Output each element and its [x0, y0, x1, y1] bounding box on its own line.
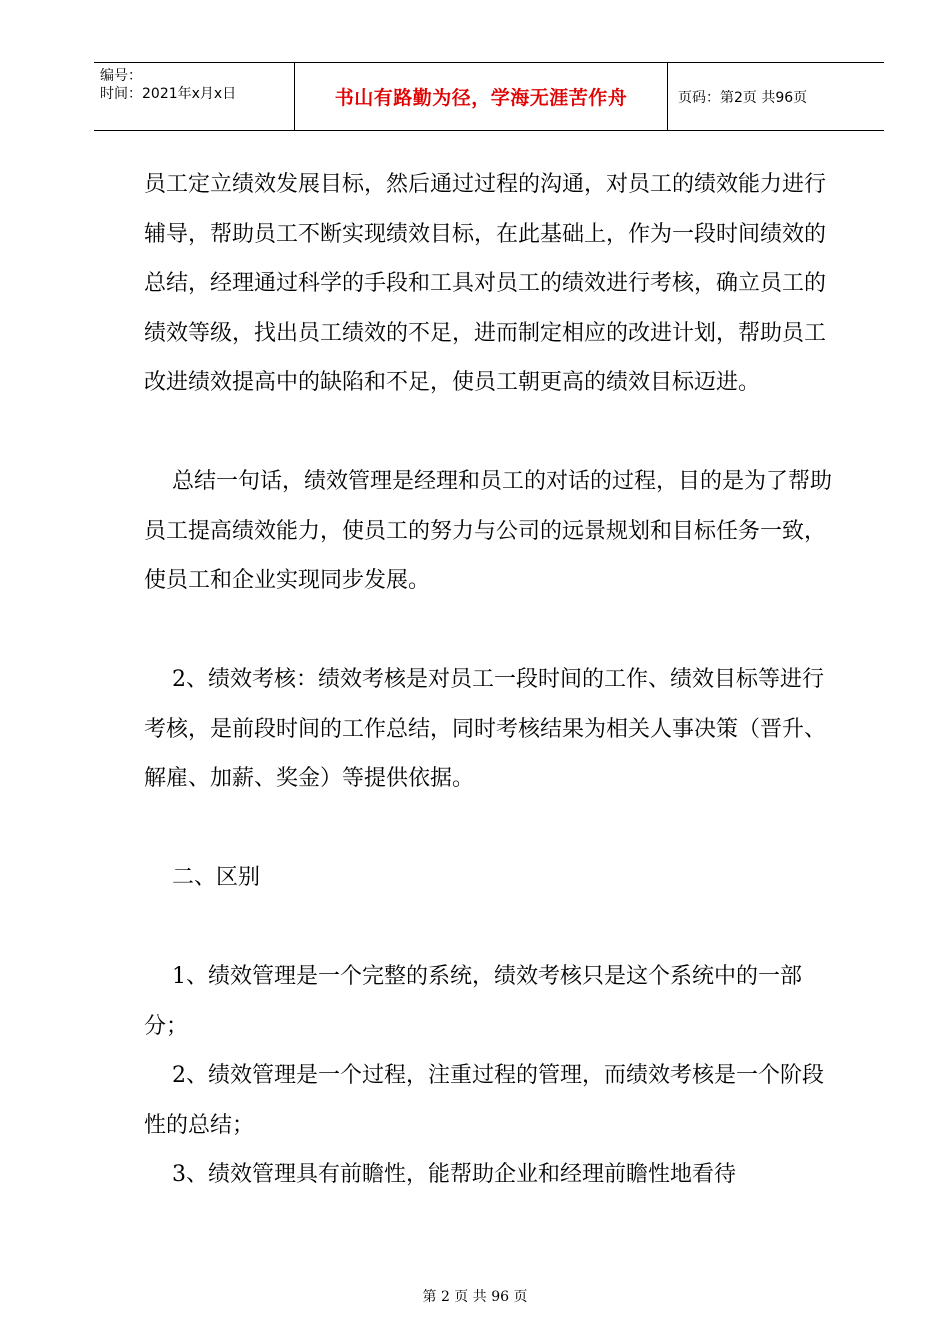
- document-code-label: 编号：: [100, 68, 142, 84]
- paragraph-gap: [144, 903, 844, 953]
- body-paragraph: 员工定立绩效发展目标，然后通过过程的沟通，对员工的绩效能力进行辅导，帮助员工不断实现绩效目标，在此基础上，作为一段时间绩效的总结，经理通过科学的手段和工具对员工的绩效进行考核，确立员工的绩效等级，找出员工绩效的不足，进而制定相应的改进计划，帮助员工改进绩效提高中的缺陷和不足，使员工朝更高的绩效目标迈进。: [144, 172, 827, 395]
- document-time-label: 时间：2021年x月x日: [100, 86, 237, 102]
- body-paragraph: 总结一句话，绩效管理是经理和员工的对话的过程，目的是为了帮助员工提高绩效能力，使员工的努力与公司的远景规划和目标任务一致，使员工和企业实现同步发展。: [144, 469, 833, 593]
- header-left-cell: [94, 63, 295, 130]
- header-page-info: 页码：第2页 共96页: [678, 89, 808, 106]
- section-heading: 二、区别: [172, 865, 261, 890]
- page-footer: 第 2 页 共 96 页: [422, 1289, 528, 1305]
- paragraph-gap: [144, 606, 844, 656]
- page-header: [94, 62, 884, 131]
- list-item: 2、绩效管理是一个过程，注重过程的管理，而绩效考核是一个阶段性的总结；: [144, 1063, 824, 1138]
- document-body: [144, 160, 844, 1200]
- list-item: 3、绩效管理具有前瞻性，能帮助企业和经理前瞻性地看待: [172, 1162, 736, 1187]
- header-motto: 书山有路勤为径，学海无涯苦作舟: [295, 63, 668, 130]
- paragraph-gap: [144, 408, 844, 458]
- body-paragraph: 2、绩效考核：绩效考核是对员工一段时间的工作、绩效目标等进行考核，是前段时间的工作总结，同时考核结果为相关人事决策（晋升、解雇、加薪、奖金）等提供依据。: [144, 667, 827, 791]
- list-item: 1、绩效管理是一个完整的系统，绩效考核只是这个系统中的一部分；: [144, 964, 802, 1039]
- paragraph-gap: [144, 804, 844, 854]
